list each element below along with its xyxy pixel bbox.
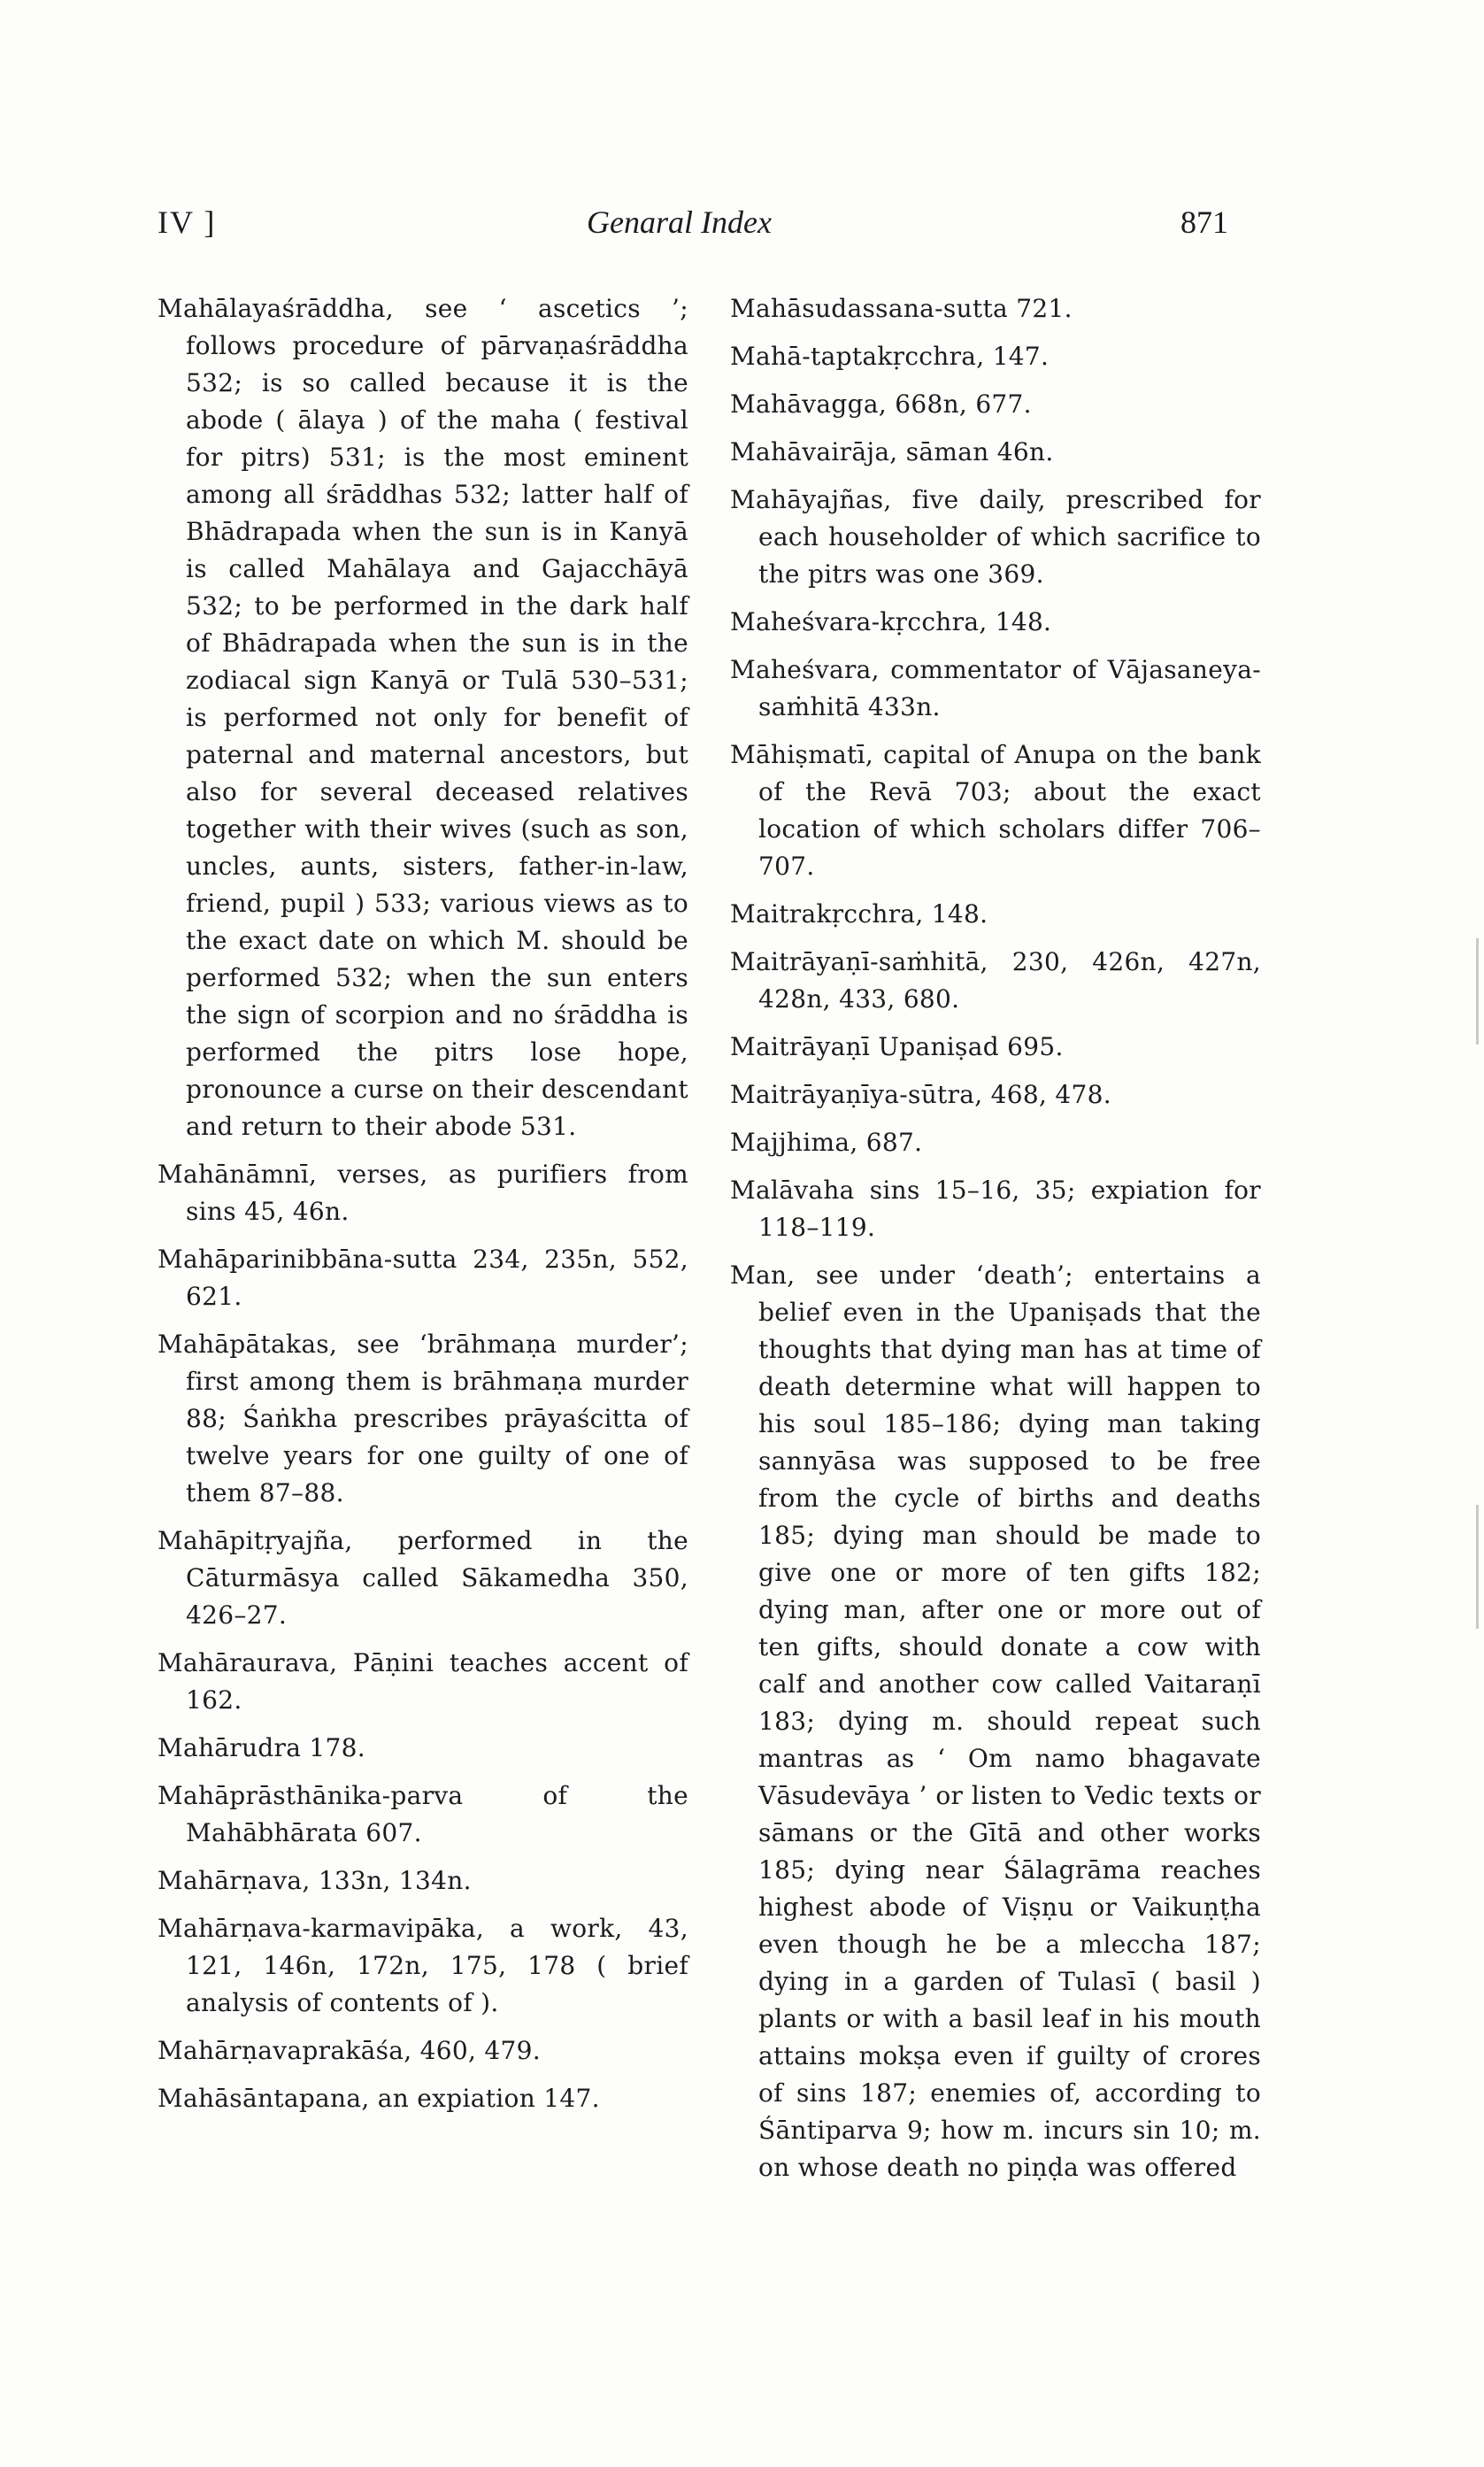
index-entry: Māhiṣmatī, capital of Anupa on the bank of the Revā 703; about the exact location of which scholars differ 706–707. [730, 740, 1261, 881]
index-entry: Maitrāyaṇī Upaniṣad 695. [730, 1032, 1064, 1061]
page-number: 871 [1180, 204, 1228, 240]
chapter-marker: IV ] [158, 204, 217, 240]
index-entry: Mahāvairāja, sāman 46n. [730, 437, 1054, 466]
index-entry: Mahāvagga, 668n, 677. [730, 389, 1032, 419]
running-header [158, 204, 1228, 248]
index-entry: Maheśvara, commentator of Vājasaneya-saṁhitā 433n. [730, 655, 1261, 721]
index-entry: Mahāprāsthānika-parva of the Mahābhārata 607. [158, 1781, 688, 1847]
index-entry: Mahālayaśrāddha, see ‘ ascetics ’; follows procedure of pārvaṇaśrāddha 532; is so called because it is the abode ( ālaya ) of the maha ( festival for pitrs) 531; is the most eminent among all śrāddhas 532; latter half of Bhādrapada when the sun is in Kanyā is called Mahālaya and Gajacchāyā 532; to be performed in the dark half of Bhādrapada when the sun is in the zodiacal sign Kanyā or Tulā 530–531; is performed not only for benefit of paternal and maternal ancestors, but also for several deceased relatives together with their wives (such as son, uncles, aunts, sisters, father-in-law, friend, pupil ) 533; various views as to the exact date on which M. should be performed 532; when the sun enters the sign of scorpion and no śrāddha is performed the pitrs lose hope, pronounce a curse on their descendant and return to their abode 531. [158, 294, 688, 1141]
index-entry: Mahāsudassana-sutta 721. [730, 294, 1073, 323]
index-entry: Malāvaha sins 15–16, 35; expiation for 118–119. [730, 1176, 1261, 1242]
index-entry: Mahāyajñas, five daily, prescribed for each householder of which sacrifice to the pitrs was one 369. [730, 485, 1261, 589]
index-entry: Mahārudra 178. [158, 1733, 365, 1762]
index-entry: Maitrāyaṇīya-sūtra, 468, 478. [730, 1080, 1111, 1109]
index-entry: Mahānāmnī, verses, as purifiers from sins 45, 46n. [158, 1160, 688, 1226]
scan-edge-shadow [1476, 1505, 1479, 1629]
index-entry: Mahāraurava, Pāṇini teaches accent of 162. [158, 1648, 688, 1715]
index-entry: Maheśvara-kṛcchra, 148. [730, 607, 1052, 636]
index-entry: Mahā-taptakṛcchra, 147. [730, 342, 1050, 371]
index-entry: Maitrakṛcchra, 148. [730, 899, 988, 929]
scan-edge-shadow [1476, 938, 1479, 1045]
index-entry: Mahāpitṛyajña, performed in the Cāturmāsya called Sākamedha 350, 426–27. [158, 1526, 688, 1630]
index-entry: Mahāsāntapana, an expiation 147. [158, 2084, 600, 2113]
index-entry: Maitrāyaṇī-saṁhitā, 230, 426n, 427n, 428n, 433, 680. [730, 947, 1261, 1014]
index-entry: Mahāpātakas, see ‘brāhmaṇa murder’; first among them is brāhmaṇa murder 88; Śaṅkha prescribes prāyaścitta of twelve years for one guilty of one of them 87–88. [158, 1330, 688, 1507]
index-entry: Mahārṇava-karmavipāka, a work, 43, 121, 146n, 172n, 175, 178 ( brief analysis of contents of ). [158, 1914, 688, 2017]
index-entry: Mahārṇava, 133n, 134n. [158, 1866, 472, 1895]
left-index-column [158, 290, 688, 2128]
index-entry: Majjhima, 687. [730, 1128, 923, 1157]
index-entry: Mahārṇavaprakāśa, 460, 479. [158, 2036, 541, 2065]
running-title: Genaral Index [587, 204, 772, 240]
index-entry: Mahāparinibbāna-sutta 234, 235n, 552, 621. [158, 1245, 688, 1311]
index-entry: Man, see under ‘death’; entertains a belief even in the Upaniṣads that the thoughts that dying man has at time of death determine what will happen to his soul 185–186; dying man taking sannyāsa was supposed to be free from the cycle of births and deaths 185; dying man should be made to give one or more of ten gifts 182; dying man, after one or more out of ten gifts, should donate a cow with calf and another cow called Vaitaraṇī 183; dying m. should repeat such mantras as ‘ Om namo bhagavate Vāsudevāya ’ or listen to Vedic texts or sāmans or the Gītā and other works 185; dying near Śālagrāma reaches highest abode of Viṣṇu or Vaikuṇṭha even though he be a mleccha 187; dying in a garden of Tulasī ( basil ) plants or with a basil leaf in his mouth attains mokṣa even if guilty of crores of sins 187; enemies of, according to Śāntiparva 9; how m. incurs sin 10; m. on whose death no piṇḍa was offered [730, 1260, 1261, 2182]
right-index-column [730, 290, 1261, 2197]
